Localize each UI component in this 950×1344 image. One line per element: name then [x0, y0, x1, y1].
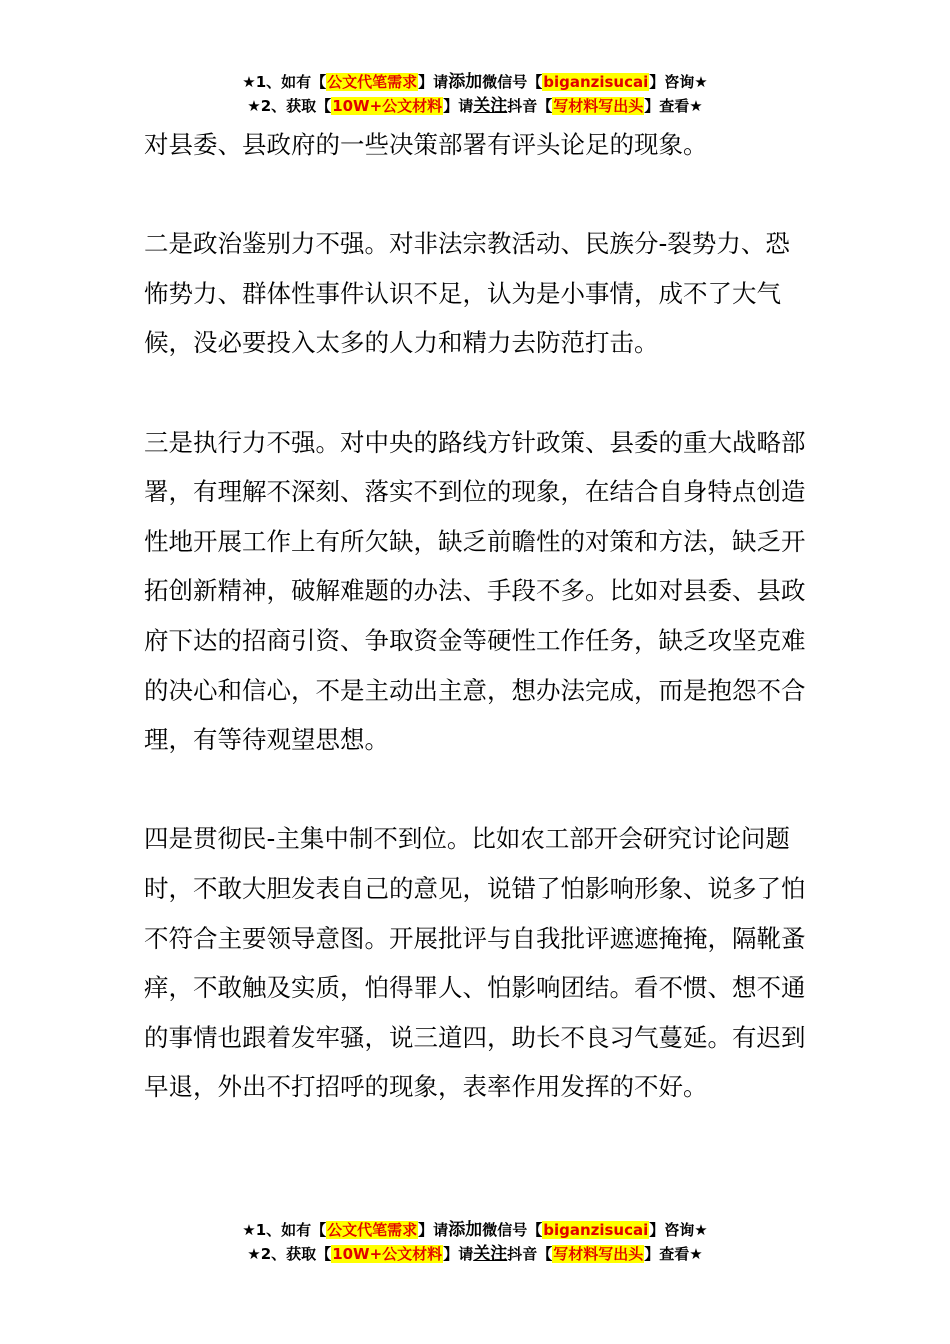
- banner-line-1: ★1、如有【公文代笔需求】请添加微信号【biganzisucai】咨询★: [242, 1220, 708, 1240]
- highlight-wechat-id: biganzisucai: [543, 73, 649, 91]
- paragraph-political-discernment: 二是政治鉴别力不强。对非法宗教活动、民族分-裂势力、恐怖势力、群体性事件认识不足，认为是小事情，成不了大气候，没必要投入太多的人力和精力去防范打击。: [144, 229, 790, 358]
- banner-line-1: ★1、如有【公文代笔需求】请添加微信号【biganzisucai】咨询★: [242, 72, 708, 92]
- highlight-materials: 10W+公文材料: [332, 97, 443, 115]
- highlight-service: 公文代笔需求: [327, 73, 418, 91]
- highlight-douyin-account: 写材料写出头: [553, 97, 644, 115]
- header-banner: [0, 70, 950, 118]
- footer-banner: [0, 1218, 950, 1266]
- paragraph-democratic-centralism: 四是贯彻民-主集中制不到位。比如农工部开会研究讨论问题时，不敢大胆发表自己的意见，说错了怕影响形象、说多了怕不符合主要领导意图。开展批评与自我批评遮遮掩掩，隔靴蚤痒，不敢触及实质，怕得罪人、怕影响团结。看不惯、想不通的事情也跟着发牢骚，说三道四，助长不良习气蔓延。有迟到早退，外出不打招呼的现象，表率作用发挥的不好。: [144, 824, 806, 1102]
- paragraph-execution: 三是执行力不强。对中央的路线方针政策、县委的重大战略部署，有理解不深刻、落实不到位的现象，在结合自身特点创造性地开展工作上有所欠缺，缺乏前瞻性的对策和方法，缺乏开拓创新精神，破解难题的办法、手段不多。比如对县委、县政府下达的招商引资、争取资金等硬性工作任务，缺乏攻坚克难的决心和信心，不是主动出主意，想办法完成，而是抱怨不合理，有等待观望思想。: [144, 427, 806, 755]
- highlight-douyin-account: 写材料写出头: [553, 1245, 644, 1263]
- document-body: [144, 120, 812, 1112]
- highlight-wechat-id: biganzisucai: [543, 1221, 649, 1239]
- highlight-service: 公文代笔需求: [327, 1221, 418, 1239]
- paragraph-continuation: 对县委、县政府的一些决策部署有评头论足的现象。: [144, 130, 708, 159]
- banner-line-2: ★2、获取【10W+公文材料】请关注抖音【写材料写出头】查看★: [247, 96, 703, 116]
- highlight-materials: 10W+公文材料: [332, 1245, 443, 1263]
- banner-line-2: ★2、获取【10W+公文材料】请关注抖音【写材料写出头】查看★: [247, 1244, 703, 1264]
